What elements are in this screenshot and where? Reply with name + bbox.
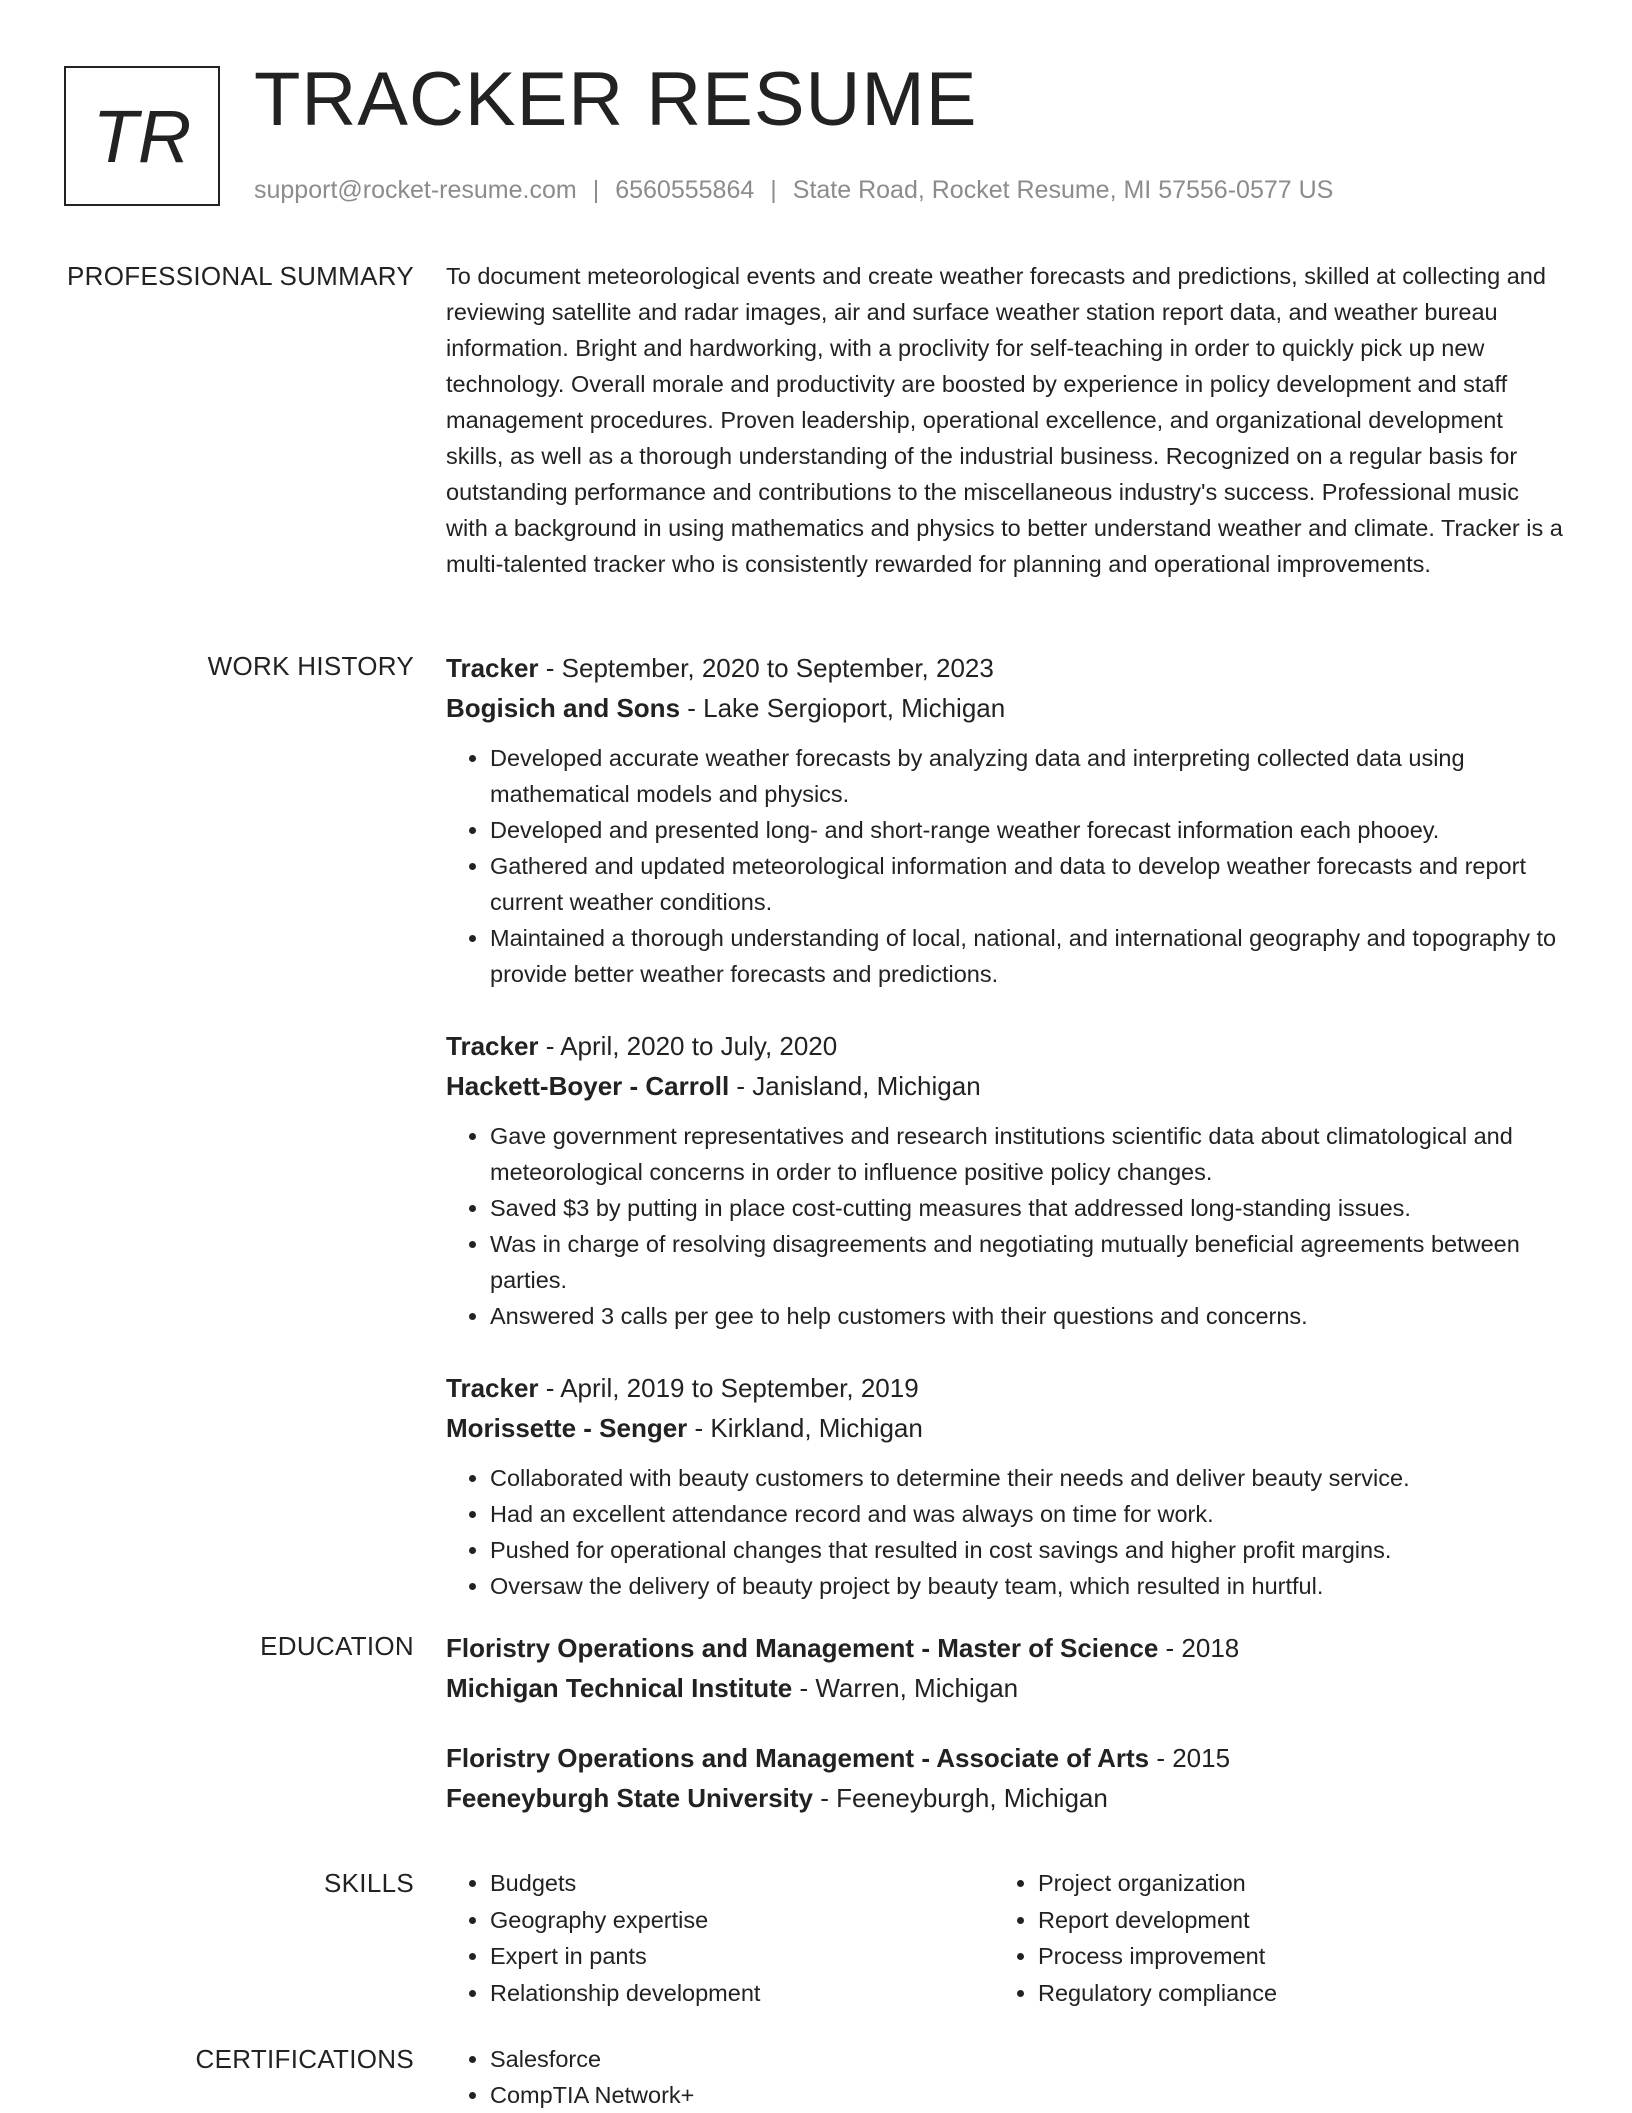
job-entry — [446, 1026, 1566, 1334]
skill-item: • Geography expertise — [490, 1902, 986, 1939]
education-entry — [446, 1738, 1566, 1818]
education-entry — [446, 1628, 1566, 1708]
degree-year: - 2018 — [1158, 1633, 1240, 1663]
school-line — [446, 1668, 1566, 1708]
job-location: - Janisland, Michigan — [729, 1071, 981, 1101]
school-name: Michigan Technical Institute — [446, 1673, 793, 1703]
skill-item: • Regulatory compliance — [1038, 1975, 1534, 2012]
section-title-education: EDUCATION — [260, 1631, 414, 1661]
job-company-line — [446, 1066, 1566, 1106]
job-company: Hackett-Boyer - Carroll — [446, 1071, 730, 1101]
contact-phone: 6560555864 — [615, 176, 755, 204]
list-item: • Gave government representatives and research institutions scientific data about climatological and meteorological concerns in order to influence positive policy changes. — [490, 1118, 1566, 1190]
section-title-summary: PROFESSIONAL SUMMARY — [67, 261, 414, 291]
school-location: - Feeneyburgh, Michigan — [813, 1783, 1108, 1813]
monogram-logo: TR — [64, 66, 220, 206]
skills-list — [994, 1865, 1534, 2011]
summary-text: To document meteorological events and create weather forecasts and predictions, skilled at collecting and reviewing satellite and radar images, air and surface weather station report data, and weather bureau information. Bright and hardworking, with a proclivity for self-teaching in order to quickly pick up new technology. Overall morale and productivity are boosted by experience in policy development and staff management procedures. Proven leadership, operational excellence, and organizational development skills, as well as a thorough understanding of the industrial business. Recognized on a regular basis for outstanding performance and contributions to the miscellaneous industry's success. Professional music with a background in using mathematics and physics to better understand weather and climate. Tracker is a multi-talented tracker who is consistently rewarded for planning and operational improvements. — [446, 263, 1563, 577]
list-item: • Answered 3 calls per gee to help customers with their questions and concerns. — [490, 1298, 1566, 1334]
job-company-line — [446, 1408, 1566, 1448]
job-dates: - April, 2020 to July, 2020 — [538, 1031, 838, 1061]
skills-list — [446, 1865, 986, 2011]
certifications-list — [446, 2041, 1566, 2113]
degree-line — [446, 1628, 1566, 1668]
contact-line — [254, 174, 1333, 206]
certification-item: • CompTIA Network+ — [490, 2077, 1566, 2113]
job-duties-list — [446, 1118, 1566, 1334]
job-duties-list — [446, 1460, 1566, 1604]
list-item: • Developed and presented long- and short-range weather forecast information each phooey. — [490, 812, 1566, 848]
certification-item: • Salesforce — [490, 2041, 1566, 2077]
contact-email: support@rocket-resume.com — [254, 176, 577, 204]
job-role: Tracker — [446, 1031, 539, 1061]
list-item: • Developed accurate weather forecasts by analyzing data and interpreting collected data using mathematical models and physics. — [490, 740, 1566, 812]
list-item: • Maintained a thorough understanding of local, national, and international geography and topography to provide better weather forecasts and predictions. — [490, 920, 1566, 992]
skills-column-left — [446, 1865, 986, 2011]
degree-name: Floristry Operations and Management - Associate of Arts — [446, 1743, 1150, 1773]
school-location: - Warren, Michigan — [792, 1673, 1019, 1703]
job-entry — [446, 1368, 1566, 1604]
degree-year: - 2015 — [1149, 1743, 1231, 1773]
page-title: TRACKER RESUME — [254, 57, 978, 142]
list-item: • Was in charge of resolving disagreements and negotiating mutually beneficial agreements between parties. — [490, 1226, 1566, 1298]
skill-item: • Project organization — [1038, 1865, 1534, 1902]
skill-item: • Expert in pants — [490, 1938, 986, 1975]
school-line — [446, 1778, 1566, 1818]
list-item: • Collaborated with beauty customers to determine their needs and deliver beauty service. — [490, 1460, 1566, 1496]
job-dates: - September, 2020 to September, 2023 — [538, 653, 994, 683]
skill-item: • Process improvement — [1038, 1938, 1534, 1975]
list-item: • Saved $3 by putting in place cost-cutting measures that addressed long-standing issues. — [490, 1190, 1566, 1226]
job-role: Tracker — [446, 653, 539, 683]
list-item: • Gathered and updated meteorological information and data to develop weather forecasts and report current weather conditions. — [490, 848, 1566, 920]
job-title-line — [446, 1026, 1566, 1066]
contact-separator: | — [770, 176, 777, 204]
degree-name: Floristry Operations and Management - Master of Science — [446, 1633, 1159, 1663]
job-title-line — [446, 648, 1566, 688]
degree-line — [446, 1738, 1566, 1778]
skills-column-right — [994, 1865, 1534, 2011]
skill-item: • Report development — [1038, 1902, 1534, 1939]
job-location: - Kirkland, Michigan — [687, 1413, 923, 1443]
list-item: • Oversaw the delivery of beauty project by beauty team, which resulted in hurtful. — [490, 1568, 1566, 1604]
job-company-line — [446, 688, 1566, 728]
job-role: Tracker — [446, 1373, 539, 1403]
skill-item: • Relationship development — [490, 1975, 986, 2012]
skills-columns — [446, 1865, 1566, 2015]
section-title-certifications: CERTIFICATIONS — [195, 2044, 414, 2074]
list-item: • Pushed for operational changes that resulted in cost savings and higher profit margins. — [490, 1532, 1566, 1568]
job-duties-list — [446, 740, 1566, 992]
school-name: Feeneyburgh State University — [446, 1783, 813, 1813]
job-title-line — [446, 1368, 1566, 1408]
job-dates: - April, 2019 to September, 2019 — [538, 1373, 919, 1403]
contact-separator: | — [592, 176, 600, 204]
job-company: Bogisich and Sons — [446, 693, 681, 723]
job-entry — [446, 648, 1566, 992]
job-location: - Lake Sergioport, Michigan — [680, 693, 1006, 723]
contact-address: State Road, Rocket Resume, MI 57556-0577 US — [792, 176, 1334, 204]
list-item: • Had an excellent attendance record and was always on time for work. — [490, 1496, 1566, 1532]
job-company: Morissette - Senger — [446, 1413, 688, 1443]
section-title-skills: SKILLS — [324, 1868, 414, 1898]
section-title-work-history: WORK HISTORY — [207, 651, 414, 681]
skill-item: • Budgets — [490, 1865, 986, 1902]
